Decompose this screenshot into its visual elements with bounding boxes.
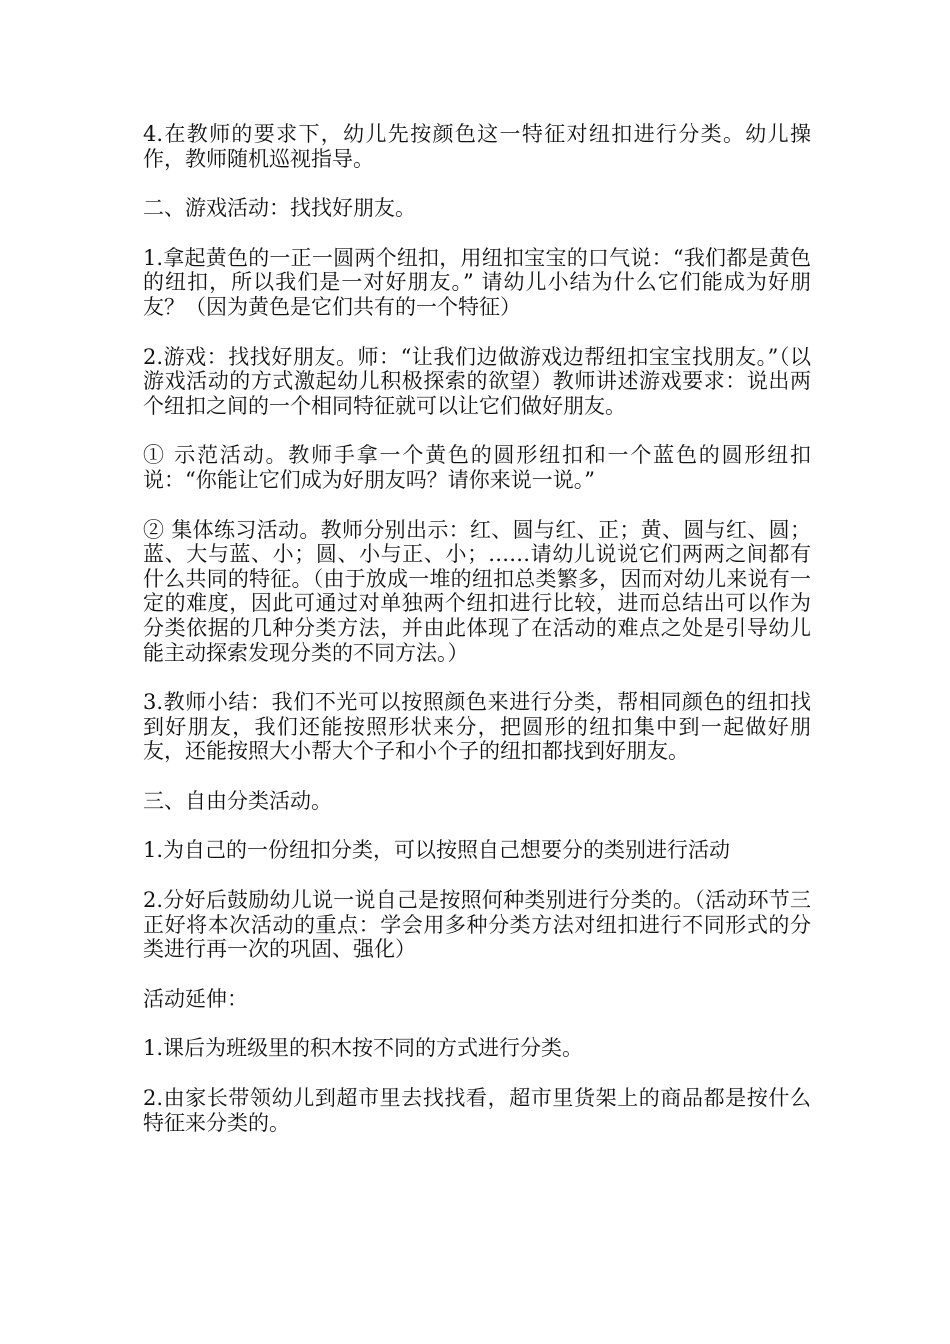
paragraph-free-sorting-1: 1.为自己的一份纽扣分类，可以按照自己想要分的类别进行活动 [143, 838, 731, 863]
paragraph-step-4-color-sorting: 4.在教师的要求下，幼儿先按颜色这一特征对纽扣进行分类。幼儿操作，教师随机巡视指导。 [143, 122, 811, 171]
section-heading-free-sorting: 三、自由分类活动。 [143, 788, 332, 813]
paragraph-teacher-summary: 3.教师小结：我们不光可以按照颜色来进行分类，帮相同颜色的纽扣找到好朋友，我们还能按照形状来分，把圆形的纽扣集中到一起做好朋友，还能按照大小帮大个子和小个子的纽扣都找到好朋友。 [143, 690, 811, 764]
document-body [143, 122, 811, 1160]
paragraph-demonstration-activity: ① 示范活动。教师手拿一个黄色的圆形纽扣和一个蓝色的圆形纽扣说：“你能让它们成为好朋友吗？请你来说一说。” [143, 443, 811, 492]
section-heading-extension: 活动延伸： [143, 986, 248, 1011]
section-heading-game-activity: 二、游戏活动：找找好朋友。 [143, 196, 416, 221]
paragraph-extension-1: 1.课后为班级里的积木按不同的方式进行分类。 [143, 1036, 584, 1061]
paragraph-extension-2: 2.由家长带领幼儿到超市里去找找看，超市里货架上的商品都是按什么特征来分类的。 [143, 1086, 811, 1135]
paragraph-yellow-buttons-friends: 1.拿起黄色的一正一圆两个纽扣，用纽扣宝宝的口气说：“我们都是黄色的纽扣，所以我们是一对好朋友。” 请幼儿小结为什么它们能成为好朋友？（因为黄色是它们共有的一个特征） [143, 245, 811, 319]
paragraph-game-find-friends: 2.游戏：找找好朋友。师：“让我们边做游戏边帮纽扣宝宝找朋友。”（以游戏活动的方式激起幼儿积极探索的欲望）教师讲述游戏要求：说出两个纽扣之间的一个相同特征就可以让它们做好朋友。 [143, 344, 811, 418]
paragraph-free-sorting-2: 2.分好后鼓励幼儿说一说自己是按照何种类别进行分类的。（活动环节三正好将本次活动的重点：学会用多种分类方法对纽扣进行不同形式的分类进行再一次的巩固、强化） [143, 888, 811, 962]
paragraph-group-practice: ② 集体练习活动。教师分别出示：红、圆与红、正；黄、圆与红、圆；蓝、大与蓝、小；圆、小与正、小；……请幼儿说说它们两两之间都有什么共同的特征。（由于放成一堆的纽扣总类繁多，因而对幼儿来说有一定的难度，因此可通过对单独两个纽扣进行比较，进而总结出可以作为分类依据的几种分类方法，并由此体现了在活动的难点之处是引导幼儿能主动探索发现分类的不同方法。） [143, 517, 811, 665]
